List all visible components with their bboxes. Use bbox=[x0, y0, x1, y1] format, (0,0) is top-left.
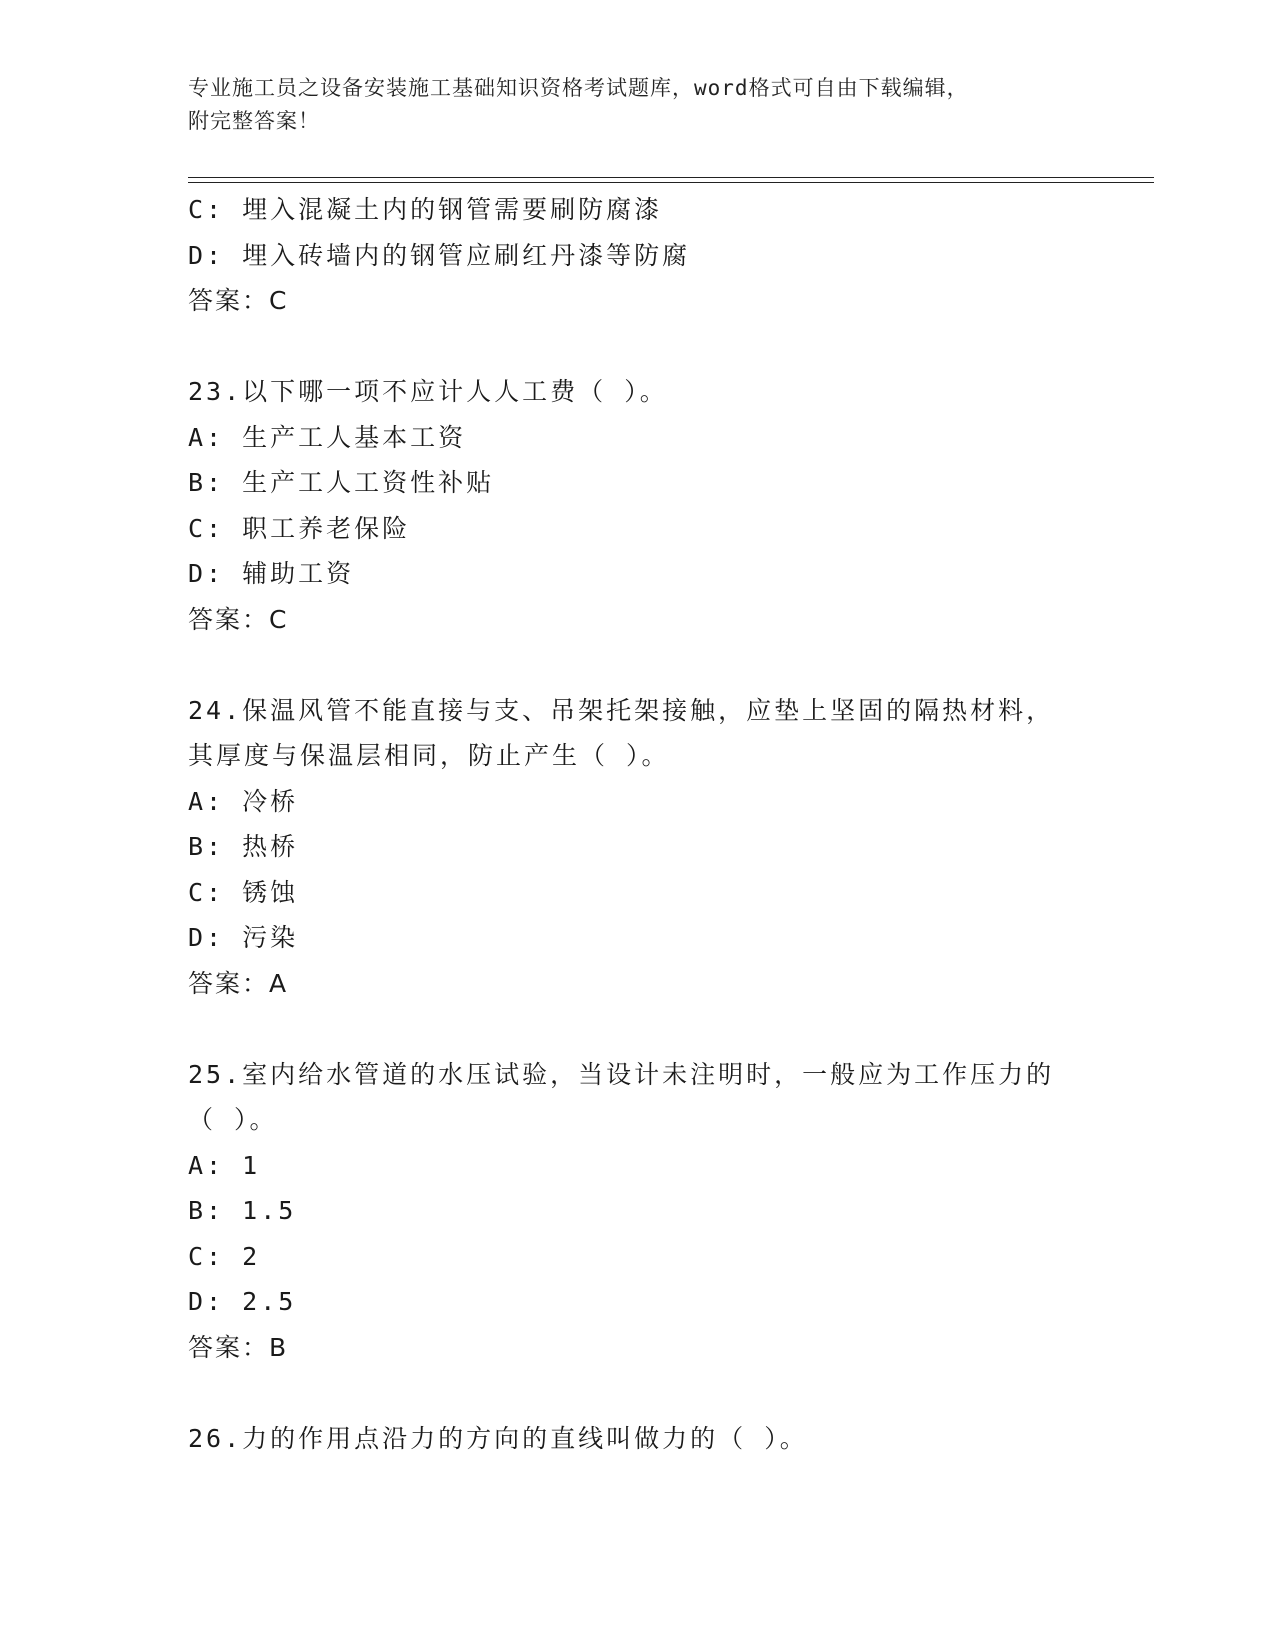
option-b: B: 生产工人工资性补贴 bbox=[188, 468, 495, 497]
spacer bbox=[188, 1006, 1148, 1052]
spacer bbox=[188, 1370, 1148, 1416]
header-divider-bottom bbox=[188, 182, 1154, 183]
question-25 bbox=[188, 1052, 1148, 1371]
question-list bbox=[188, 187, 1148, 1461]
option-c: C: 2 bbox=[188, 1241, 261, 1271]
header-title-line-2: 附完整答案！ bbox=[188, 109, 320, 133]
question-22-continued bbox=[188, 187, 1148, 324]
spacer bbox=[188, 642, 1148, 688]
answer-line: 答案：A bbox=[188, 968, 289, 998]
question-23 bbox=[188, 369, 1148, 642]
option-a: A: 1 bbox=[188, 1150, 261, 1180]
option-d: D: 埋入砖墙内的钢管应刷红丹漆等防腐 bbox=[188, 240, 691, 270]
option-a: A: 冷桥 bbox=[188, 786, 299, 816]
option-c: C: 埋入混凝土内的钢管需要刷防腐漆 bbox=[188, 195, 663, 224]
answer-line: 答案：B bbox=[188, 1332, 289, 1362]
answer-line: 答案：C bbox=[188, 604, 289, 634]
header-title-line-1: 专业施工员之设备安装施工基础知识资格考试题库，word格式可自由下载编辑， bbox=[188, 76, 969, 100]
option-a: A: 生产工人基本工资 bbox=[188, 422, 467, 452]
question-text: 26.力的作用点沿力的方向的直线叫做力的（ ）。 bbox=[188, 1423, 808, 1453]
question-text: 24.保温风管不能直接与支、吊架托架接触，应垫上坚固的隔热材料， bbox=[188, 695, 1055, 725]
header-divider-top bbox=[188, 177, 1154, 178]
option-d: D: 辅助工资 bbox=[188, 559, 355, 588]
question-text: 23.以下哪一项不应计人人工费（ ）。 bbox=[188, 377, 668, 406]
option-d: D: 污染 bbox=[188, 923, 299, 952]
question-24 bbox=[188, 688, 1148, 1007]
document-header bbox=[188, 72, 1088, 138]
spacer bbox=[188, 324, 1148, 370]
answer-line: 答案：C bbox=[188, 286, 289, 315]
option-c: C: 锈蚀 bbox=[188, 877, 299, 907]
question-text: 25.室内给水管道的水压试验，当设计未注明时，一般应为工作压力的 bbox=[188, 1059, 1055, 1089]
question-text-continued: （ ）。 bbox=[188, 1105, 278, 1134]
question-26 bbox=[188, 1416, 1148, 1462]
option-b: B: 1.5 bbox=[188, 1196, 297, 1225]
option-d: D: 2.5 bbox=[188, 1287, 297, 1316]
option-c: C: 职工养老保险 bbox=[188, 513, 411, 543]
option-b: B: 热桥 bbox=[188, 832, 299, 861]
question-text-continued: 其厚度与保温层相同，防止产生（ ）。 bbox=[188, 741, 670, 770]
